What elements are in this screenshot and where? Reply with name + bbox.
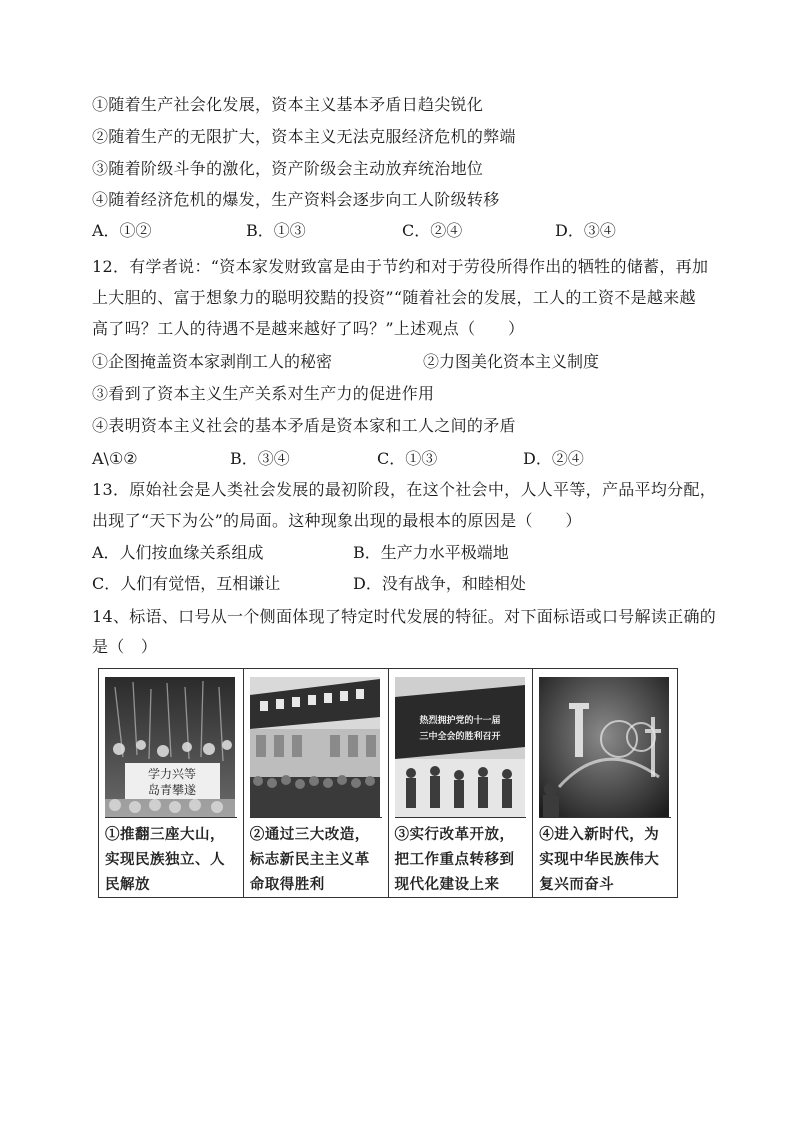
q12-stem-line-1: 12．有学者说：“资本家发财致富是由于节约和对于劳役所得作出的牺牲的储蓄，再加 (92, 257, 709, 276)
q13-option-b[interactable]: B．生产力水平极端地 (353, 543, 509, 562)
slogan-caption-2: ②通过三大改造，标志新民主主义革命取得胜利 (249, 826, 370, 893)
photo-3-reform-opening (395, 677, 527, 818)
q12-stem-line-3: 高了吗？工人的待遇不是越来越好了吗？”上述观点（ ） (92, 319, 525, 338)
slogan-cell-1 (99, 669, 244, 897)
slogan-caption-4: ④进入新时代，为实现中华民族伟大复兴而奋斗 (539, 826, 660, 893)
photo-1-liberation (105, 677, 237, 818)
photo-2-three-transformations (250, 677, 382, 818)
q11-option-a[interactable]: A．①② (92, 221, 152, 240)
q13-option-a[interactable]: A．人们按血缘关系组成 (92, 543, 264, 562)
q12-option-c[interactable]: C．①③ (377, 449, 438, 468)
photo-3-banner-text-1: 热烈拥护党的十一届 (418, 716, 501, 726)
q11-option-b[interactable]: B．①③ (246, 221, 306, 240)
slogan-cell-3 (389, 669, 534, 897)
photo-1-banner-text-1: 学力兴等 (147, 767, 197, 781)
q14-stem-line-1: 14、标语、口号从一个侧面体现了特定时代发展的特征。对下面标语或口号解读正确的 (92, 607, 717, 626)
q12-option-b[interactable]: B．③④ (230, 449, 290, 468)
q11-option-c[interactable]: C．②④ (402, 221, 463, 240)
slogan-table (98, 668, 678, 898)
q11-item-2: ②随着生产的无限扩大，资本主义无法克服经济危机的弊端 (92, 127, 516, 146)
q11-option-d[interactable]: D．③④ (555, 221, 616, 240)
photo-1-banner-text-2: 岛青攀遂 (147, 783, 197, 797)
q12-item-2: ②力图美化资本主义制度 (423, 352, 600, 371)
q12-item-3: ③看到了资本主义生产关系对生产力的促进作用 (92, 384, 435, 403)
q12-item-1: ①企图掩盖资本家剥削工人的秘密 (92, 352, 333, 371)
q14-stem-line-2: 是（ ） (92, 637, 158, 656)
q12-stem-line-2: 上大胆的、富于想象力的聪明狡黠的投资”“随着社会的发展，工人的工资不是越来越 (92, 288, 696, 307)
photo-3-banner-text-2: 三中全会的胜利召开 (418, 732, 501, 742)
q13-stem-line-2: 出现了“天下为公”的局面。这种现象出现的最根本的原因是（ ） (92, 511, 582, 530)
q11-item-3: ③随着阶级斗争的激化，资产阶级会主动放弃统治地位 (92, 159, 484, 178)
q12-option-d[interactable]: D．②④ (523, 449, 584, 468)
slogan-cell-2 (244, 669, 389, 897)
photo-4-new-era (539, 677, 671, 818)
q13-stem-line-1: 13．原始社会是人类社会发展的最初阶段，在这个社会中，人人平等，产品平均分配， (92, 480, 717, 499)
q13-option-d[interactable]: D．没有战争，和睦相处 (353, 574, 526, 593)
q11-item-4: ④随着经济危机的爆发，生产资料会逐步向工人阶级转移 (92, 190, 500, 209)
q11-item-1: ①随着生产社会化发展，资本主义基本矛盾日趋尖锐化 (92, 95, 484, 114)
slogan-caption-3: ③实行改革开放，把工作重点转移到现代化建设上来 (394, 826, 515, 893)
q12-item-4: ④表明资本主义社会的基本矛盾是资本家和工人之间的矛盾 (92, 416, 516, 435)
slogan-cell-4 (533, 669, 677, 897)
q13-option-c[interactable]: C．人们有觉悟，互相谦让 (92, 574, 281, 593)
slogan-caption-1: ①推翻三座大山，实现民族独立、人民解放 (105, 826, 225, 893)
q12-option-a[interactable]: A\①② (92, 449, 138, 468)
